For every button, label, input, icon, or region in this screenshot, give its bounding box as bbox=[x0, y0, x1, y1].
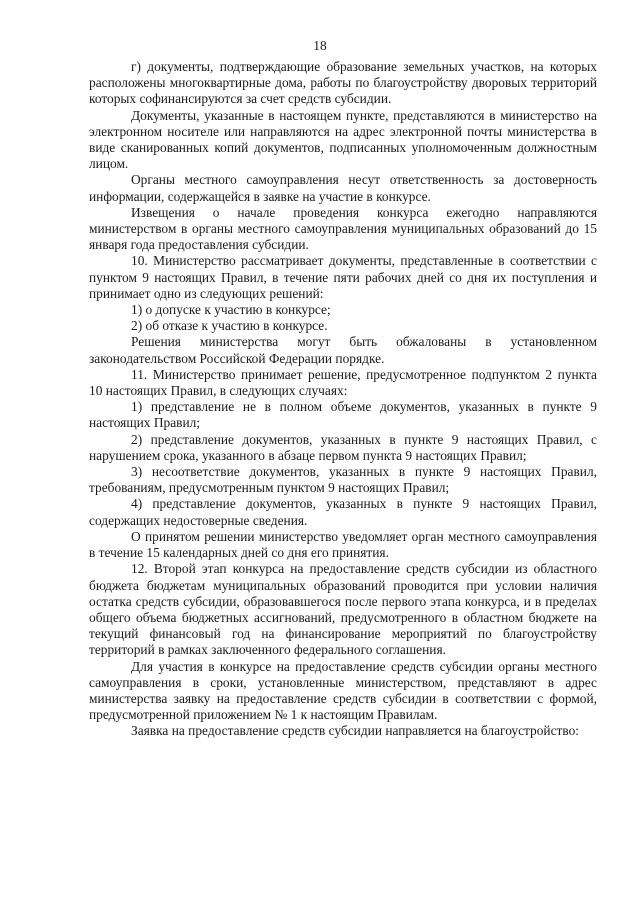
paragraph-9: 11. Министерство принимает решение, предусмотренное подпунктом 2 пункта 10 настоящих Правил, в следующих случаях: bbox=[89, 366, 597, 399]
paragraph-3: Органы местного самоуправления несут ответственность за достоверность информации, содержащейся в заявке на участие в конкурсе. bbox=[89, 172, 597, 204]
paragraph-5: 10. Министерство рассматривает документы, представленные в соответствии с пунктом 9 настоящих Правил, в течение пяти рабочих дней со дня их поступления и принимает одно из следующих решений: bbox=[89, 253, 597, 301]
paragraph-11: 2) представление документов, указанных в пункте 9 настоящих Правил, с нарушением срока, указанного в абзаце первом пункта 9 настоящих Правил; bbox=[89, 431, 597, 463]
paragraph-16: Для участия в конкурсе на предоставление средств субсидии органы местного самоуправления в сроки, установленные министерством, представляют в адрес министерства заявку на предоставление средств субсидии в соответствии с формой, предусмотренной приложением № 1 к настоящим Правилам. bbox=[89, 658, 597, 723]
paragraph-2: Документы, указанные в настоящем пункте, представляются в министерство на электронном носителе или направляются на адрес электронной почты министерства в виде сканированных копий документов, подписанных уполномоченным должностным лицом. bbox=[89, 107, 597, 172]
paragraph-6: 1) о допуске к участию в конкурсе; bbox=[131, 302, 331, 318]
paragraph-1: г) документы, подтверждающие образование земельных участков, на которых расположены многоквартирные дома, работы по благоустройству дворовых территорий которых софинансируются за счет средств субсидии. bbox=[89, 59, 597, 107]
paragraph-4: Извещения о начале проведения конкурса ежегодно направляются министерством в органы местного самоуправления муниципальных образований до 15 января года предоставления субсидии. bbox=[89, 204, 597, 253]
paragraph-7: 2) об отказе к участию в конкурсе. bbox=[131, 318, 328, 334]
document-body bbox=[89, 59, 597, 740]
paragraph-12: 3) несоответствие документов, указанных в пункте 9 настоящих Правил, требованиям, предусмотренным пунктом 9 настоящих Правил; bbox=[89, 464, 597, 496]
page-number: 18 bbox=[313, 38, 327, 53]
paragraph-13: 4) представление документов, указанных в пункте 9 настоящих Правил, содержащих недостоверные сведения. bbox=[89, 496, 597, 528]
paragraph-15: 12. Второй этап конкурса на предоставление средств субсидии из областного бюджета бюджетам муниципальных образований проводится при условии наличия остатка средств субсидии, образовавшегося после первого этапа конкурса, и в пределах общего объема бюджетных ассигнований, предусмотренного в областном бюджете на текущий финансовый год на финансирование мероприятий по благоустройству территорий в рамках заключенного федерального соглашения. bbox=[89, 561, 597, 658]
paragraph-10: 1) представление не в полном объеме документов, указанных в пункте 9 настоящих Правил; bbox=[89, 399, 597, 431]
paragraph-14: О принятом решении министерство уведомляет орган местного самоуправления в течение 15 календарных дней со дня его принятия. bbox=[89, 528, 597, 561]
paragraph-8: Решения министерства могут быть обжалованы в установленном законодательством Российской Федерации порядке. bbox=[89, 334, 597, 366]
paragraph-17: Заявка на предоставление средств субсидии направляется на благоустройство: bbox=[131, 723, 580, 739]
